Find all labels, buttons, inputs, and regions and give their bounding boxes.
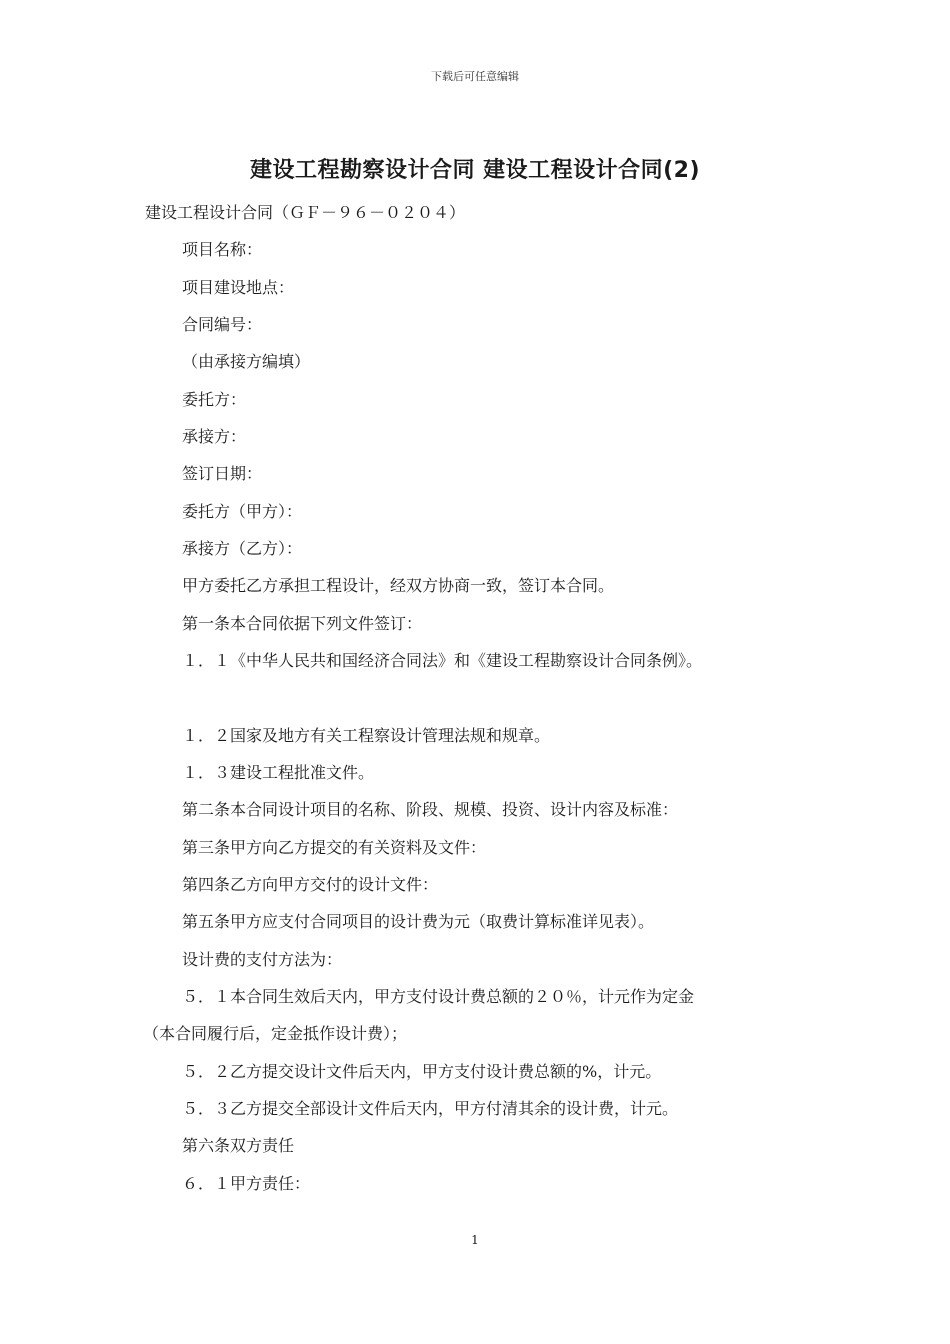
article-6-item-1: ６．１甲方责任： — [182, 1174, 311, 1193]
article-1-heading: 第一条本合同依据下列文件签订： — [182, 614, 423, 633]
paragraph-intro: 甲方委托乙方承担工程设计，经双方协商一致，签订本合同。 — [182, 576, 615, 595]
article-5-item-1: ５．１本合同生效后天内，甲方支付设计费总额的２０％，计元作为定金 — [182, 987, 695, 1006]
article-5-item-2: ５．２乙方提交设计文件后天内，甲方支付设计费总额的%，计元。 — [182, 1062, 662, 1081]
field-contractor: 承接方： — [182, 427, 247, 446]
field-project-name: 项目名称： — [182, 240, 263, 259]
header-note: 下载后可任意编辑 — [431, 70, 519, 83]
article-1-item-2: １．２国家及地方有关工程察设计管理法规和规章。 — [182, 726, 551, 745]
field-project-location: 项目建设地点： — [182, 278, 295, 297]
document-title: 建设工程勘察设计合同 建设工程设计合同(2) — [249, 158, 701, 183]
field-party-b: 承接方（乙方）： — [182, 539, 303, 558]
article-6-heading: 第六条双方责任 — [182, 1136, 295, 1155]
article-2-heading: 第二条本合同设计项目的名称、阶段、规模、投资、设计内容及标准： — [182, 800, 679, 819]
article-5-item-1-cont: （本合同履行后，定金抵作设计费）； — [143, 1024, 408, 1043]
article-1-item-3: １．３建设工程批准文件。 — [182, 763, 375, 782]
field-contract-number: 合同编号： — [182, 315, 263, 334]
article-5-heading: 第五条甲方应支付合同项目的设计费为元（取费计算标准详见表）。 — [182, 912, 655, 931]
article-1-item-1: １．１《中华人民共和国经济合同法》和《建设工程勘察设计合同条例》。 — [182, 651, 703, 670]
article-4-heading: 第四条乙方向甲方交付的设计文件： — [182, 875, 439, 894]
contract-code-line: 建设工程设计合同（ＧＦ－９６－０２０４） — [145, 203, 466, 222]
article-5-item-3: ５．３乙方提交全部设计文件后天内，甲方付清其余的设计费，计元。 — [182, 1099, 679, 1118]
field-party-a: 委托方（甲方）： — [182, 502, 303, 521]
payment-method-heading: 设计费的支付方法为： — [182, 950, 343, 969]
field-client: 委托方： — [182, 390, 247, 409]
field-note-filled-by: （由承接方编填） — [182, 352, 311, 371]
field-sign-date: 签订日期： — [182, 464, 263, 483]
page-number: 1 — [471, 1233, 479, 1247]
article-3-heading: 第三条甲方向乙方提交的有关资料及文件： — [182, 838, 487, 857]
